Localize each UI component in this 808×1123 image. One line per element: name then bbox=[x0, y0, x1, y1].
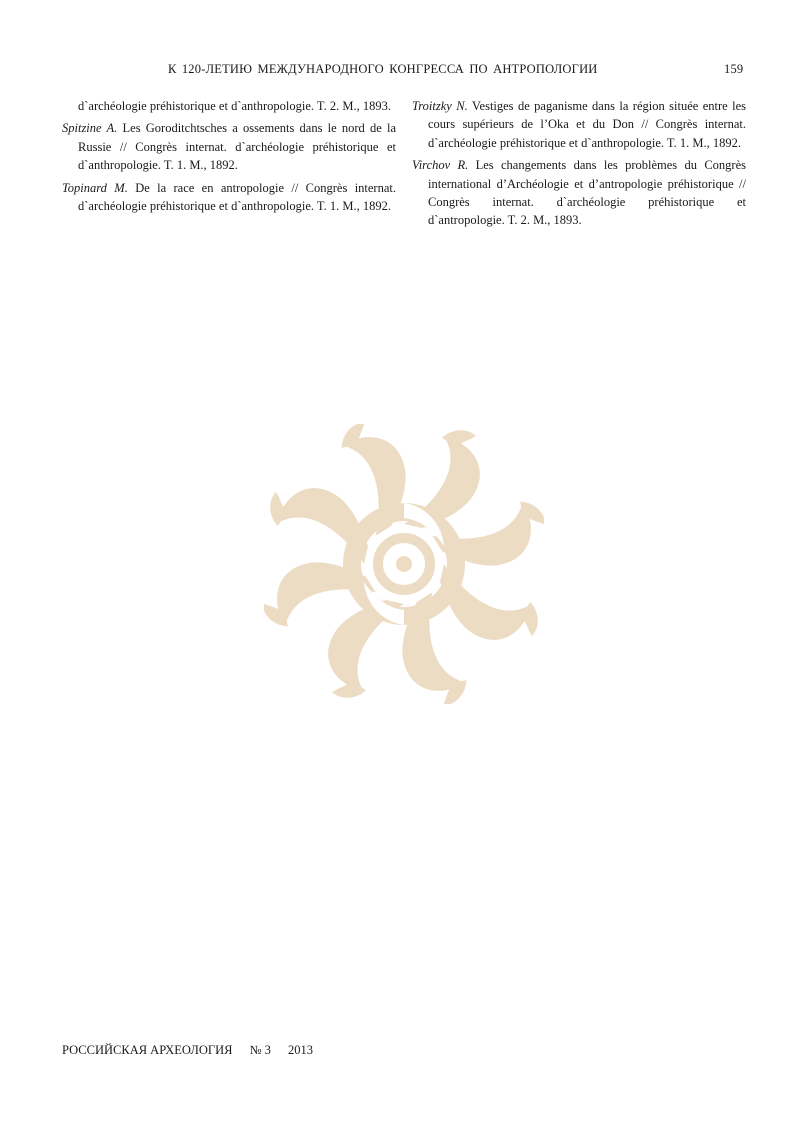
reference-text: De la race en antropologie // Congrès internat. d`archéologie préhistorique et d`anthropologie. T. 1. M., 1892. bbox=[78, 180, 396, 214]
running-head bbox=[0, 62, 808, 80]
reference-author: Spitzine A. bbox=[62, 121, 118, 136]
right-column bbox=[412, 97, 746, 234]
reference-text: Les changements dans les problèmes du Congrès international d’Archéologie et d’antropologie préhistorique // Congrès internat. d`archéologie préhistorique et d`antropologie. T. 2. M., 1893. bbox=[428, 158, 746, 228]
page-number: 159 bbox=[724, 62, 744, 76]
reference-text: Les Goroditchtsches a ossements dans le nord de la Russie // Congrès internat. d`archéologie préhistorique et d`anthropologie. T. 1. M., 1892. bbox=[78, 121, 396, 173]
reference-text: Vestiges de paganisme dans la région située entre les cours supérieurs de l’Oka et du Don // Congrès internat. d`archéologie préhistorique et d`anthropologie. T. 1. M., 1892. bbox=[428, 99, 746, 150]
swirl-ornament-icon bbox=[264, 424, 544, 704]
footer-issue: № 3 bbox=[249, 1043, 271, 1057]
footer-year: 2013 bbox=[288, 1043, 313, 1057]
reference-item bbox=[412, 97, 746, 152]
running-head-title: К 120-ЛЕТИЮ МЕЖДУНАРОДНОГО КОНГРЕССА ПО АНТРОПОЛОГИИ bbox=[168, 62, 598, 76]
journal-footer bbox=[62, 1043, 327, 1058]
reference-author: Virchov R. bbox=[412, 158, 469, 173]
reference-item bbox=[62, 179, 396, 216]
reference-continuation: d`archéologie préhistorique et d`anthropologie. T. 2. M., 1893. bbox=[78, 99, 392, 113]
reference-item bbox=[62, 119, 396, 174]
reference-item bbox=[412, 156, 746, 230]
reference-author: Troitzky N. bbox=[412, 99, 468, 113]
left-column bbox=[62, 97, 396, 219]
reference-author: Topinard M. bbox=[62, 180, 128, 195]
footer-journal-name: РОССИЙСКАЯ АРХЕОЛОГИЯ bbox=[62, 1043, 233, 1057]
